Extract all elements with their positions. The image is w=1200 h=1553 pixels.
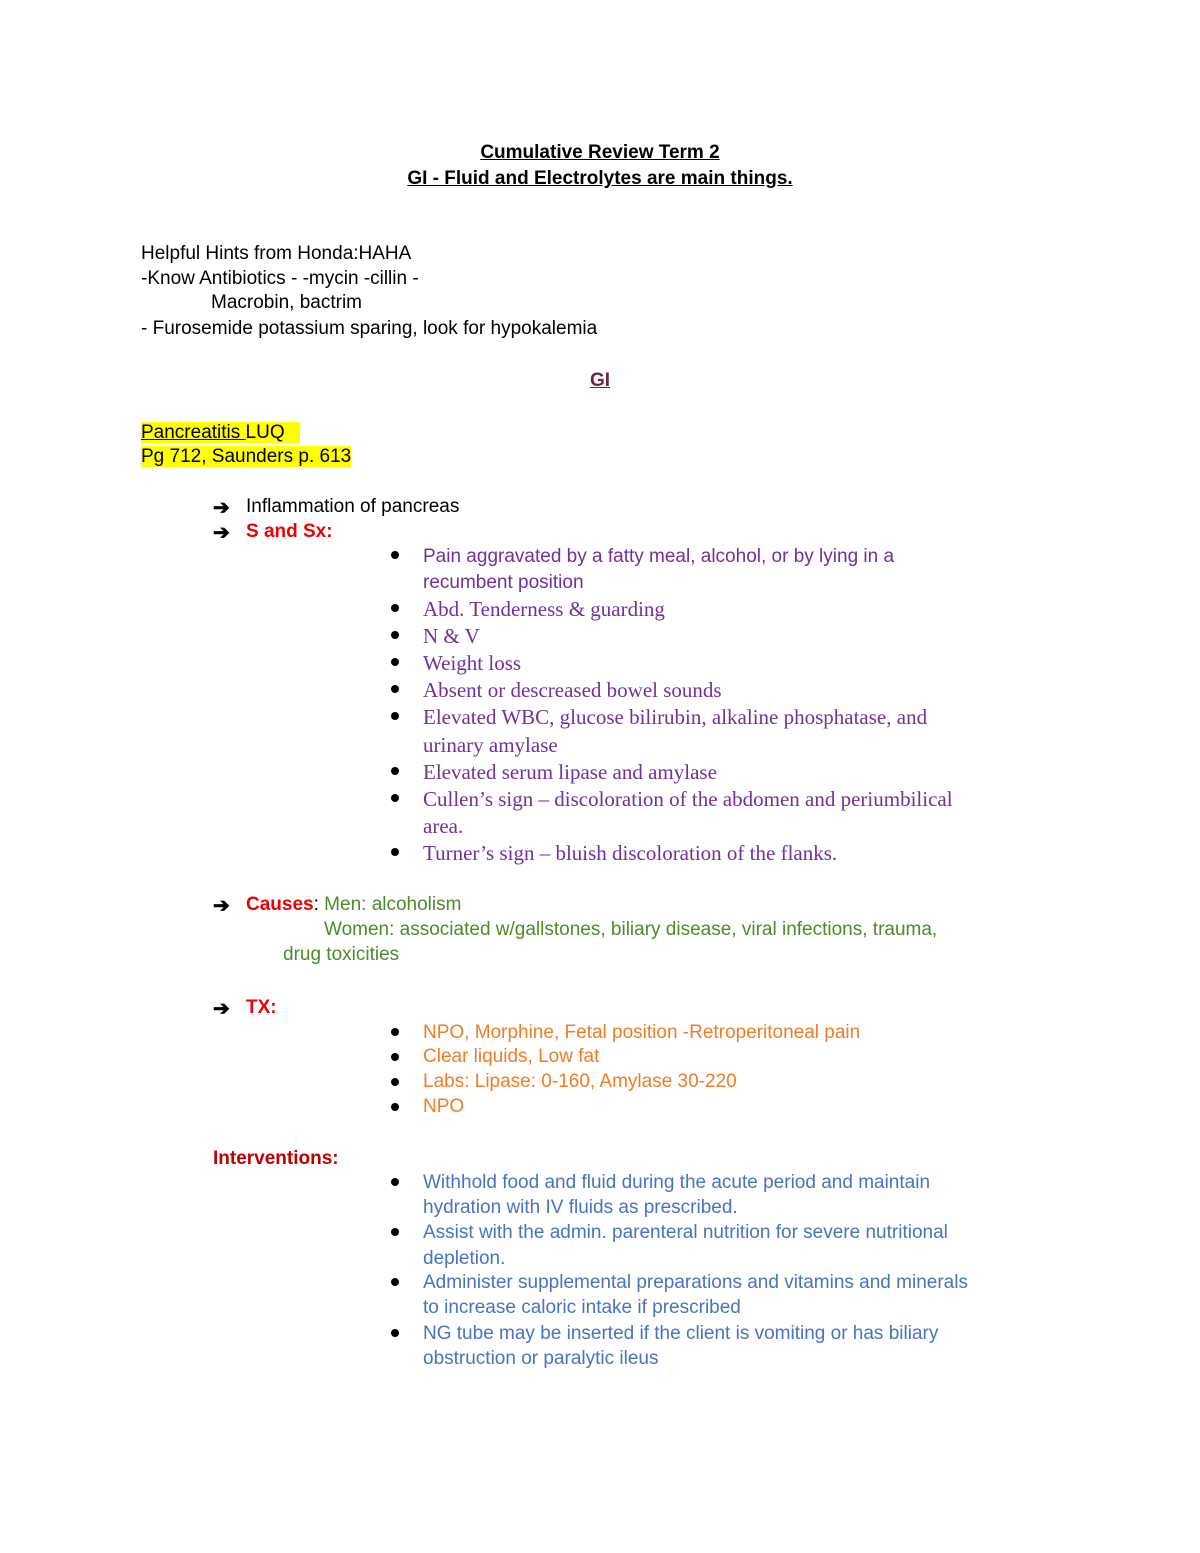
sign-item-cont: recumbent position (423, 572, 584, 593)
arrow-icon: ➔ (213, 497, 230, 519)
bullet-icon (391, 551, 399, 559)
sign-item-cont: urinary amylase (423, 733, 558, 757)
sign-item: Weight loss (423, 651, 522, 675)
intervention-item-cont: hydration with IV fluids as prescribed. (423, 1197, 738, 1218)
intervention-item-cont: obstruction or paralytic ileus (423, 1348, 659, 1369)
topic-reference: Pg 712, Saunders p. 613 (141, 446, 352, 467)
bullet-icon (391, 1053, 399, 1061)
definition-text: Inflammation of pancreas (246, 496, 460, 517)
tx-item: Clear liquids, Low fat (423, 1046, 600, 1067)
bullet-icon (391, 685, 399, 693)
tx-item: NPO (423, 1096, 465, 1117)
bullet-icon (391, 848, 399, 856)
bullet-icon (391, 1228, 399, 1236)
section-heading: GI (589, 370, 611, 391)
intervention-item: Withhold food and fluid during the acute period and maintain (423, 1172, 931, 1193)
bullet-icon (391, 604, 399, 612)
sign-item: Cullen’s sign – discoloration of the abdomen and periumbilical (423, 787, 953, 811)
bullet-icon (391, 658, 399, 666)
intervention-item: Assist with the admin. parenteral nutrition for severe nutritional (423, 1222, 948, 1243)
bullet-icon (391, 1178, 399, 1186)
bullet-icon (391, 1028, 399, 1036)
causes-women-cont: drug toxicities (283, 944, 400, 965)
sign-item: Elevated WBC, glucose bilirubin, alkaline phosphatase, and (423, 705, 928, 729)
bullet-icon (391, 1078, 399, 1086)
causes-men: Men: alcoholism (324, 894, 462, 915)
sign-item: Pain aggravated by a fatty meal, alcohol, or by lying in a (423, 546, 895, 567)
intervention-item: NG tube may be inserted if the client is vomiting or has biliary (423, 1323, 939, 1344)
hint-antibiotics: -Know Antibiotics - -mycin -cillin - (141, 268, 419, 289)
bullet-icon (391, 631, 399, 639)
intervention-item: Administer supplemental preparations and vitamins and minerals (423, 1272, 968, 1293)
bullet-icon (391, 767, 399, 775)
interventions-label: Interventions: (213, 1148, 339, 1169)
bullet-icon (391, 712, 399, 720)
causes-label: Causes (246, 894, 314, 915)
arrow-icon: ➔ (213, 895, 230, 917)
topic-location: LUQ (245, 422, 285, 443)
topic-heading (141, 422, 300, 444)
causes-line: Causes: Men: alcoholism (246, 894, 462, 915)
sign-item: Absent or descreased bowel sounds (423, 678, 722, 702)
tx-item: Labs: Lipase: 0-160, Amylase 30-220 (423, 1071, 737, 1092)
sign-item: Turner’s sign – bluish discoloration of the flanks. (423, 841, 838, 865)
bullet-icon (391, 1278, 399, 1286)
bullet-icon (391, 1103, 399, 1111)
hints-heading: Helpful Hints from Honda:HAHA (141, 243, 412, 264)
document-title: Cumulative Review Term 2 (480, 142, 720, 163)
intervention-item-cont: depletion. (423, 1248, 506, 1269)
bullet-icon (391, 794, 399, 802)
sign-item: Elevated serum lipase and amylase (423, 760, 717, 784)
causes-women: Women: associated w/gallstones, biliary disease, viral infections, trauma, (324, 919, 938, 940)
sign-item-cont: area. (423, 814, 464, 838)
bullet-icon (391, 1329, 399, 1337)
topic-name: Pancreatitis (141, 422, 246, 443)
signs-label: S and Sx: (246, 521, 333, 542)
tx-label: TX: (246, 997, 277, 1018)
sign-item: N & V (423, 624, 480, 648)
sign-item: Abd. Tenderness & guarding (423, 597, 665, 621)
document-subtitle: GI - Fluid and Electrolytes are main things. (407, 168, 793, 189)
hint-antibiotics-cont: Macrobin, bactrim (211, 292, 362, 313)
tx-item: NPO, Morphine, Fetal position -Retroperitoneal pain (423, 1022, 861, 1043)
arrow-icon: ➔ (213, 522, 230, 544)
hint-furosemide: - Furosemide potassium sparing, look for hypokalemia (141, 318, 598, 339)
arrow-icon: ➔ (213, 998, 230, 1020)
intervention-item-cont: to increase caloric intake if prescribed (423, 1297, 741, 1318)
